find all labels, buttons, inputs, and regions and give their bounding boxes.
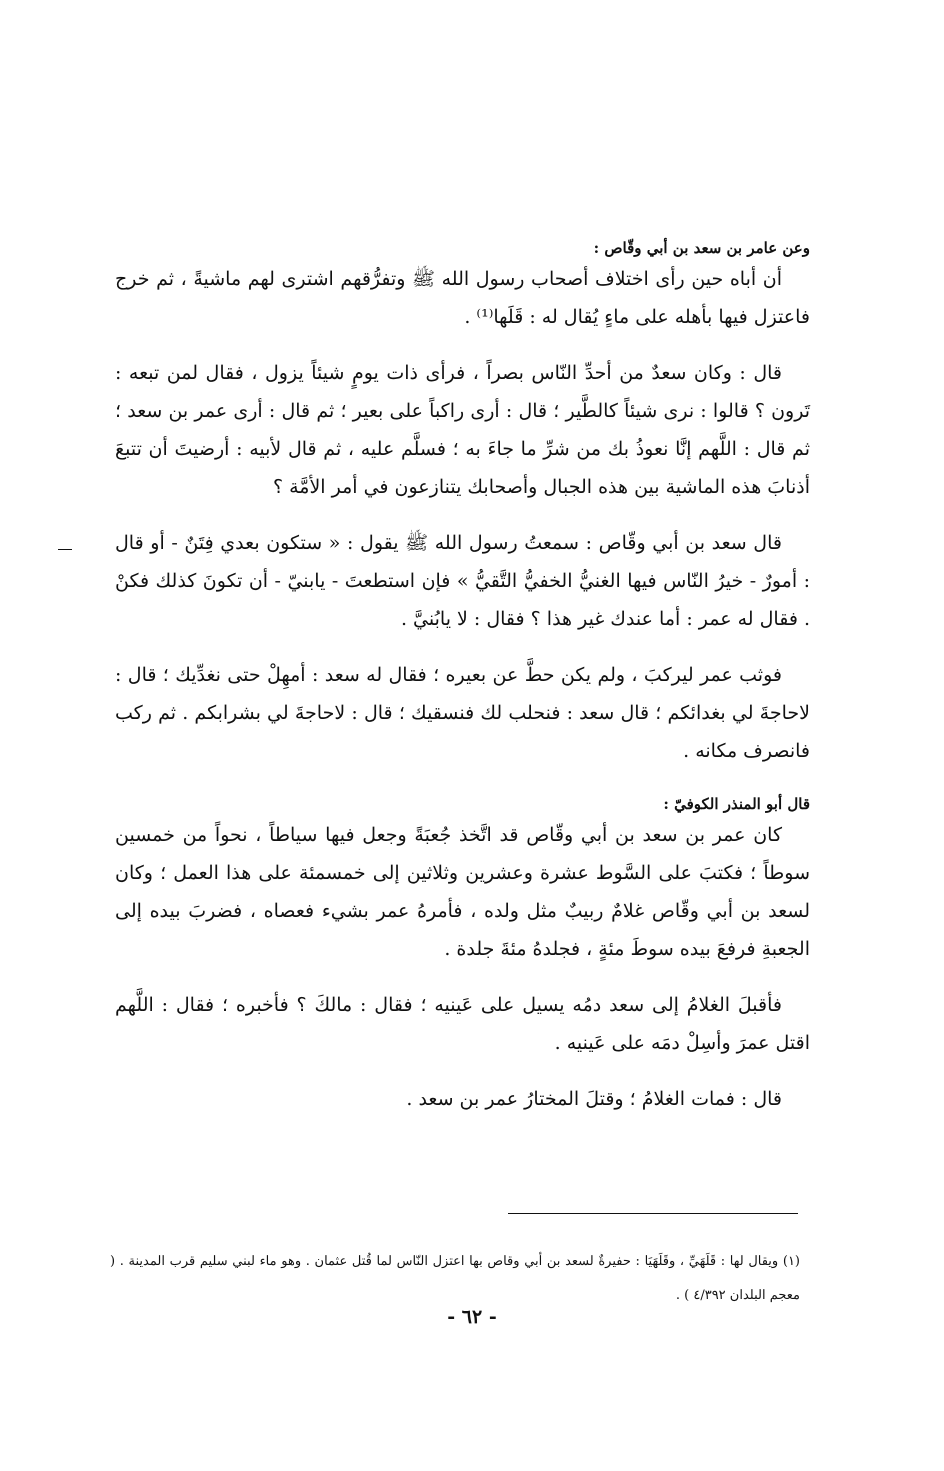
main-text (115, 236, 810, 1118)
narrator-heading-amir: وعن عامر بن سعد بن أبي وقّاص : (593, 239, 810, 257)
paragraph-gap (115, 968, 810, 986)
paragraph-whip-quiver: كان عمر بن سعد بن أبي وقّاص قد اتَّخذ جُعبَةً وجعل فيها سياطاً ، نحواً من خمسين سوطاً ؛ فكتبَ على السَّوط عشرة وعشرين وثلاثين إلى خمسمئة على هذا العمل ؛ وكان لسعد بن أبي وقّاص غلامٌ ربيبٌ مثل ولده ، فأمرهُ عمر بشيء فعصاه ، فضربَ بيده إلى الجعبةِ فرفعَ بيده سوطَ مئةٍ ، فجلدهُ مئةَ جلدة . (115, 824, 810, 960)
margin-mark (58, 549, 72, 550)
footnote-divider (508, 1213, 798, 1214)
paragraph-umar-leaves: فوثب عمر ليركبَ ، ولم يكن حطَّ عن بعيره ؛ فقال له سعد : أمهِلْ حتى نغدِّيك ؛ قال : لاحاجةَ لي بغدائكم ؛ قال سعد : فنحلب لك فنسقيك ؛ قال : لاحاجةَ لي بشرابكم . ثم ركب فانصرف مكانه . (115, 664, 810, 762)
paragraph-gap (115, 1062, 810, 1080)
paragraph-hadith-fitan: قال سعد بن أبي وقّاص : سمعتُ رسول الله ﷺ يقول : « ستكون بعدي فِتَنٌ - أو قال : أمورٌ - خيرُ النّاس فيها الغنيُّ الخفيُّ التَّقيُّ » فإن استطعتَ - يابنيّ - أن تكونَ كذلك فكنْ . فقال له عمر : أما عندك غير هذا ؟ فقال : لا يابُنيَّ . (115, 532, 810, 630)
paragraph-rider-seen: قال : وكان سعدٌ من أحدِّ النّاس بصراً ، فرأى ذات يومٍ شيئاً يزول ، فقال لمن تبعه : تَرون ؟ قالوا : نرى شيئاً كالطَّير ؛ قال : أرى راكباً على بعير ؛ ثم قال : أرى عمر بن سعد ؛ ثم قال : اللَّهم إنَّا نعوذُ بك من شرِّ ما جاءَ به ؛ فسلَّم عليه ، ثم قال لأبيه : أرضيتَ أن تتبعَ أذنابَ هذه الماشية بين هذه الجبال وأصحابك يتنازعون في أمر الأمَّة ؟ (115, 362, 810, 498)
paragraph-gap (115, 336, 810, 354)
narrator-heading-abu-munzir: قال أبو المنذر الكوفيّ : (663, 795, 810, 813)
footnote: (١) ويقال لها : قَلَهَيِّ ، وقَلَهَيَا : حفيرةٌ لسعد بن أبي وقاص بها اعتزل النّاس لما قُتل عثمان . وهو ماء لبني سليم قرب المدينة . ( معجم البلدان ٤/٣٩٢ ) . (110, 1254, 800, 1303)
paragraph-gap (115, 506, 810, 524)
paragraph-boy-complains: فأقبلَ الغلامُ إلى سعد دمُه يسيل على عَينيه ؛ فقال : مالكَ ؟ فأخبره ؛ فقال : اللَّهم اقتل عمرَ وأسِلْ دمَه على عَينيه . (115, 994, 810, 1054)
paragraph-ending: قال : فمات الغلامُ ؛ وقتلَ المختارُ عمر بن سعد . (406, 1088, 782, 1110)
page-number: - ٦٢ - (447, 1306, 497, 1328)
paragraph-gap (115, 770, 810, 792)
paragraph-gap (115, 638, 810, 656)
paragraph-saad-withdrawal: أن أباه حين رأى اختلاف أصحاب رسول الله ﷺ وتفرُّقهم اشترى لهم ماشيةً ، ثم خرج فاعتزل فيها بأهله على ماءٍ يُقال له : قَلَها⁽¹⁾ . (115, 268, 810, 328)
